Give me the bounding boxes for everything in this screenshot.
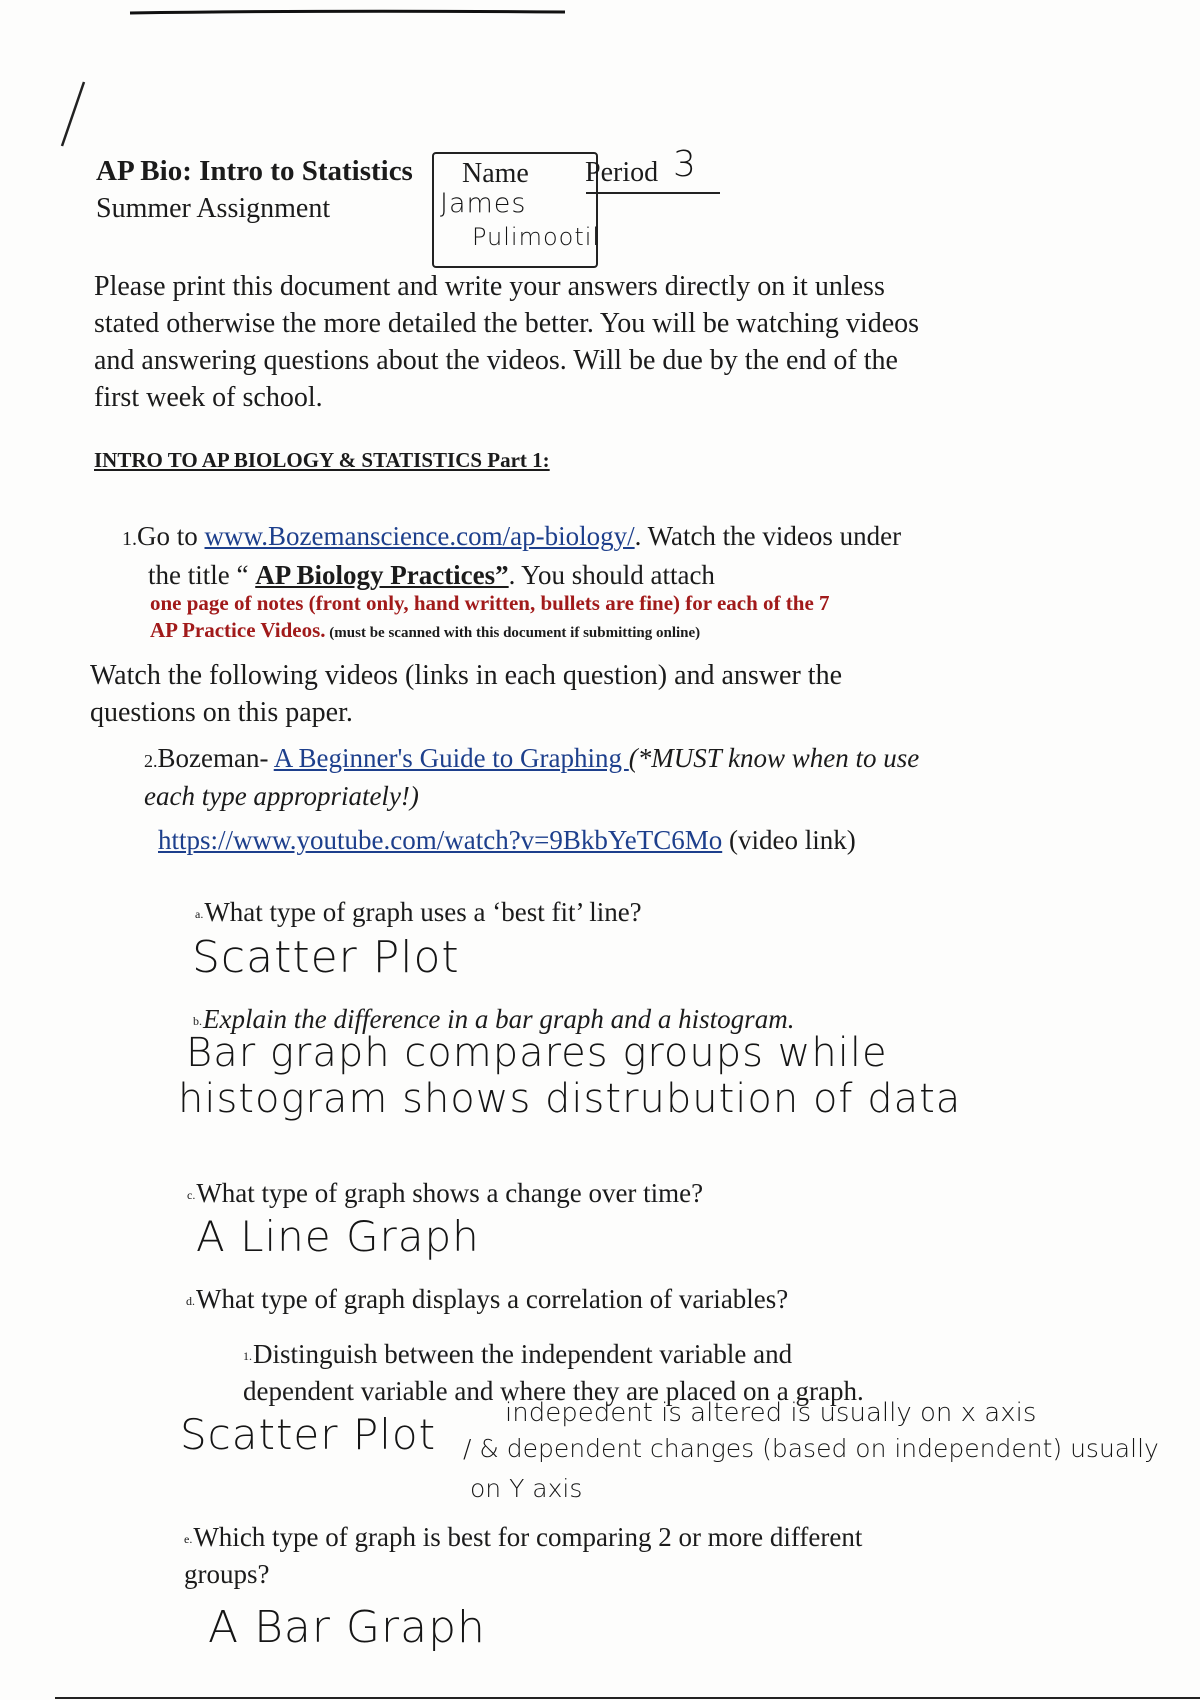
assignment-title: AP Bio: Intro to Statistics [96,155,413,187]
question-a-letter: a. [195,907,204,921]
intro-paragraph: Please print this document and write your answers directly on it unless stated otherwise the more detailed the better. You will be watching videos and answering questions about the videos. Will be due by the end of the first week of school. [94,271,920,413]
answer-b-line2: histogram shows distrubution of data [178,1076,962,1122]
answer-a: Scatter Plot [192,932,460,983]
notes-requirement-line2: AP Practice Videos. [150,618,326,642]
question-a [195,897,642,928]
graphing-guide-link[interactable]: A Beginner's Guide to Graphing [273,743,629,773]
question-d-text: What type of graph displays a correlation of variables? [196,1284,789,1314]
go-to-text: Go to [137,521,205,551]
watch-instructions: Watch the following videos (links in each question) and answer the questions on this paper. [90,660,842,728]
title-prefix: the title “ [148,560,256,590]
video-link-suffix: (video link) [722,825,856,855]
question-b-text: Explain the difference in a bar graph and a histogram. [203,1004,795,1034]
question-b-letter: b. [193,1014,202,1028]
question-1-number: 1. [122,528,137,550]
answer-d: Scatter Plot [180,1410,437,1459]
student-last-name: Pulimootil [472,223,601,251]
student-first-name: James [440,188,527,219]
top-scan-line [130,11,565,13]
youtube-link[interactable]: https://www.youtube.com/watch?v=9BkbYeTC6Mo [158,825,723,855]
question-e-text: Which type of graph is best for comparing 2 or more different groups? [184,1522,863,1589]
bozeman-prefix: Bozeman- [157,743,274,773]
answer-d-sub1-line2: / & dependent changes (based on independent) usually [463,1434,1159,1463]
bozeman-link[interactable]: www.Bozemanscience.com/ap-biology/ [204,521,635,551]
practices-title: AP Biology Practices” [255,560,509,590]
question-c-text: What type of graph shows a change over time? [196,1178,704,1208]
question-d [186,1284,788,1315]
watch-under-text: . Watch the videos under [634,521,902,551]
name-label: Name [462,158,529,189]
section-heading: INTRO TO AP BIOLOGY & STATISTICS Part 1: [94,448,550,472]
question-d-sub1-number: 1. [243,1349,252,1363]
question-e-letter: e. [184,1532,193,1546]
question-a-text: What type of graph uses a ‘best fit’ line? [204,897,642,927]
question-2-number: 2. [144,751,158,771]
question-d-letter: d. [186,1294,195,1308]
period-value: 3 [673,144,697,185]
pen-slash-mark [62,82,84,146]
assignment-subtitle: Summer Assignment [96,193,331,224]
question-d-sub1-text-line2: dependent variable and where they are placed on a graph. [243,1376,864,1406]
answer-d-sub1-line3: on Y axis [470,1474,583,1503]
answer-b-line1: Bar graph compares groups while [186,1030,888,1076]
period-label: Period [585,157,659,188]
question-c-letter: c. [187,1188,196,1202]
graphing-note: (*MUST know when to use each type appropriately!) [144,743,920,811]
question-1 [122,518,982,593]
question-c [187,1178,703,1209]
answer-d-sub1-line1: indepedent is altered is usually on x axis [505,1398,1037,1428]
notes-requirement-line1: one page of notes (front only, hand written, bullets are fine) for each of the 7 [150,591,830,615]
scan-note: (must be scanned with this document if submitting online) [325,625,701,641]
question-e [184,1520,944,1592]
answer-c: A Line Graph [196,1212,480,1261]
period-underline [586,192,720,194]
question-2 [144,741,934,814]
video-link-line [158,825,856,856]
attach-text: . You should attach [508,560,715,590]
notes-requirement [150,590,830,647]
answer-e: A Bar Graph [208,1602,486,1653]
question-d-sub1-text-line1: Distinguish between the independent variable and [253,1339,793,1369]
